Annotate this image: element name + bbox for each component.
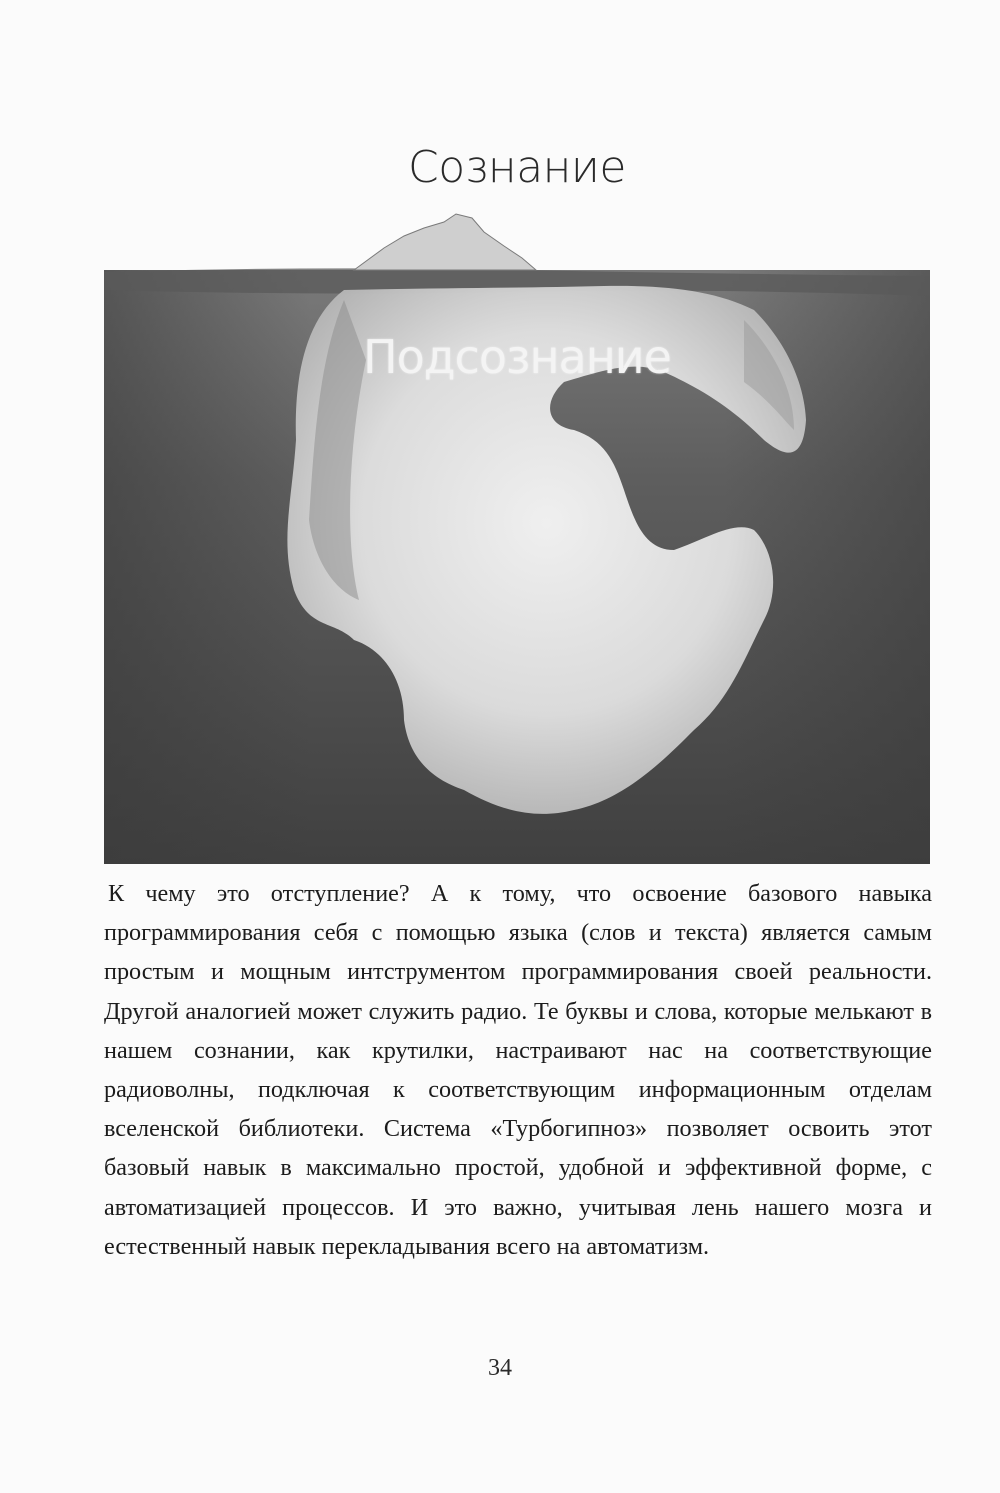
iceberg-figure	[104, 120, 930, 864]
consciousness-label: Сознание	[408, 142, 626, 193]
page-number: 34	[488, 1355, 512, 1381]
body-text	[104, 874, 932, 1266]
subconscious-label: Подсознание	[363, 330, 671, 384]
paragraph: К чему это отступление? А к тому, что освоение базового навыка программирования себя с помощью языка (слов и текста) является самым простым и мощным интструментом программирования своей реальности. Другой аналогией может служить радио. Те буквы и слова, которые мелькают в нашем сознании, как крутилки, настраивают нас на соответствующие радиоволны, подключая к соответствующим информационным отделам вселенской библиотеки. Система «Турбогипноз» позволяет освоить этот базовый навык в максимально простой, удобной и эффективной форме, с автоматизацией процессов. И это важно, учитывая лень нашего мозга и естественный навык перекладывания всего на автоматизм.	[104, 880, 932, 1260]
iceberg-illustration	[104, 120, 930, 864]
